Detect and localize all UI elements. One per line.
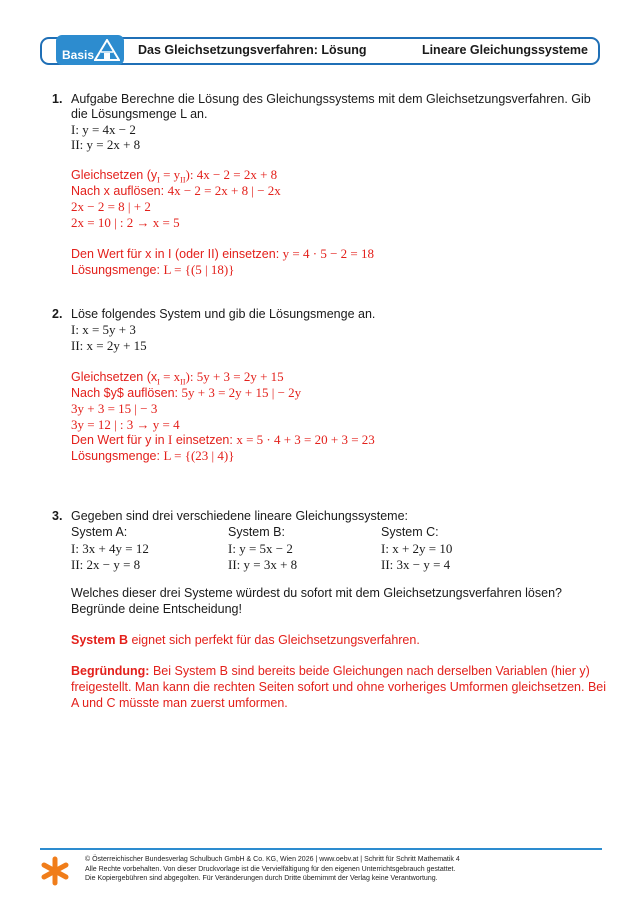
solution-step-3: 3y + 3 = 15 | − 3 <box>71 401 158 416</box>
solution-step-3: 2x − 2 = 8 | + 2 <box>71 199 151 214</box>
system-b-eq2: II: y = 3x + 8 <box>228 557 298 572</box>
page-header <box>40 37 600 65</box>
task-number: 2. <box>52 307 63 321</box>
system-b-eq1: I: y = 5x − 2 <box>228 541 293 556</box>
solution-step-equate: Gleichsetzen $(x_I = x_{II})$: 5y + 3 = 2y + 15 <box>71 369 284 387</box>
system-c-name: System C: <box>381 525 439 539</box>
system-a-eq2: II: 2x − y = 8 <box>71 557 141 572</box>
topic-title: Lineare Gleichungssysteme <box>421 43 588 57</box>
system-a-name: System A: <box>71 525 128 539</box>
solution-step-4: 3y = 12 | : 3 → y = 4 <box>71 417 180 432</box>
equation-2: II: y = 2x + 8 <box>71 137 141 152</box>
footer-line-3: Die Kopiergebühren sind abgegolten. Für Veränderungen durch Dritte übernimmt der Verlag keine Verantwortung. <box>85 875 438 882</box>
solution-step-equate: Gleichsetzen $(y_I = y_{II})$: 4x − 2 = 2x + 8 <box>71 167 278 185</box>
footer-line-2: Alle Rechte vorbehalten. Von dieser Druckvorlage ist die Vervielfältigung für den eigenen Unterrichtsgebrauch gestattet. <box>85 865 456 873</box>
level-badge-label: Basis <box>62 48 95 62</box>
task-number: 3. <box>52 509 63 523</box>
solution-step-4: 2x = 10 | : 2 → x = 5 <box>71 215 180 230</box>
equation-1: I: y = 4x − 2 <box>71 122 136 137</box>
reason-line1: Begründung: Bei System B sind bereits beide Gleichungen nach derselben Variablen (hier y) <box>71 664 590 678</box>
solution-step-substitute: Den Wert für x in I (oder II) einsetzen: y = 4 · 5 − 2 = 18 <box>71 246 374 261</box>
footer-divider <box>40 848 602 850</box>
question-line2: Begründe deine Entscheidung! <box>71 602 242 616</box>
footer-copyright <box>85 855 460 884</box>
task-prompt: Gegeben sind drei verschiedene lineare Gleichungssysteme: <box>71 509 408 523</box>
solution-step-solve: Nach x auflösen: 4x − 2 = 2x + 8 | − 2x <box>71 183 281 198</box>
task-number: 1. <box>52 92 63 106</box>
triangle-icon <box>94 39 120 61</box>
system-c-eq1: I: x + 2y = 10 <box>381 541 453 556</box>
system-b-name: System B: <box>228 525 285 539</box>
reason-line2: freigestellt. Man kann die rechten Seiten sofort und ohne vorheriges Umformen gleichsetzen. Bei <box>71 680 607 694</box>
task-prompt: Löse folgendes System und gib die Lösungsmenge an. <box>71 307 376 321</box>
system-a-eq1: I: 3x + 4y = 12 <box>71 541 149 556</box>
solution-set: Lösungsmenge: L = {(23 | 4)} <box>71 448 235 463</box>
question-line1: Welches dieser drei Systeme würdest du sofort mit dem Gleichsetzungsverfahren lösen? <box>71 586 562 600</box>
equation-1: I: x = 5y + 3 <box>71 322 136 337</box>
footer-line-1: © Österreichischer Bundesverlag Schulbuch GmbH & Co. KG, Wien 2026 | www.oebv.at | Schritt für Schritt Mathematik 4 <box>85 856 460 863</box>
equation-2: II: x = 2y + 15 <box>71 338 147 353</box>
solution-set: Lösungsmenge: L = {(5 | 18)} <box>71 262 235 277</box>
solution-step-solve: Nach $y$ auflösen: 5y + 3 = 2y + 15 | − 2y <box>71 385 302 400</box>
answer: System B eignet sich perfekt für das Gleichsetzungsverfahren. <box>71 633 420 647</box>
worksheet-title: Das Gleichsetzungsverfahren: Lösung <box>138 43 367 57</box>
solution-step-substitute: Den Wert für y in I einsetzen: x = 5 · 4 + 3 = 20 + 3 = 23 <box>71 432 375 447</box>
reason-line3: A und C müsste man zuerst umformen. <box>71 696 288 710</box>
task-prompt-line2: die Lösungsmenge L an. <box>71 107 208 121</box>
level-badge <box>56 35 124 65</box>
system-c-eq2: II: 3x − y = 4 <box>381 557 451 572</box>
publisher-logo-icon <box>40 856 70 886</box>
task-prompt-line1: Aufgabe Berechne die Lösung des Gleichungssystems mit dem Gleichsetzungsverfahren. Gib <box>71 92 591 106</box>
